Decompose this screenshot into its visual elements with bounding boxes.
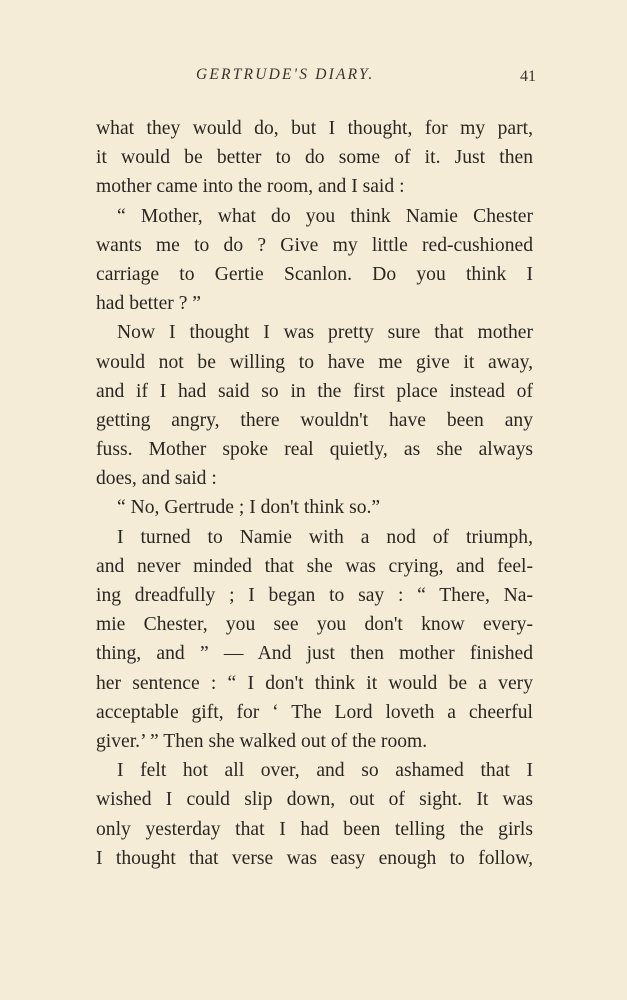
text-line: I felt hot all over, and so ashamed that I [117,760,533,782]
text-line: wants me to do ? Give my little red-cushioned [96,234,533,256]
text-line: ing dreadfully ; I began to say : “ There, Na- [96,585,533,606]
text-line: giver.’ ” Then she walked out of the room. [96,730,428,752]
text-line: and if I had said so in the first place instead of [96,380,533,402]
text-line: wished I could slip down, out of sight. It was [96,789,533,811]
body-text [96,114,533,873]
text-line: had better ? ” [96,293,201,315]
text-line: fuss. Mother spoke real quietly, as she always [96,439,533,461]
text-line: her sentence : “ I don't think it would be a very [96,672,533,694]
text-line: would not be willing to have me give it away, [96,351,533,373]
text-line: mie Chester, you see you don't know every- [96,614,533,636]
text-line: acceptable gift, for ‘ The Lord loveth a cheerful [96,701,533,723]
text-line: it would be better to do some of it. Just then [96,147,533,169]
text-line: and never minded that she was crying, and feel- [96,555,533,577]
text-line: only yesterday that I had been telling the girls [96,818,533,840]
page-header [96,66,536,90]
text-line: thing, and ” — And just then mother finished [96,643,533,665]
text-line: “ Mother, what do you think Namie Chester [117,205,533,227]
page-number: 41 [520,68,536,85]
text-line: I thought that verse was easy enough to follow, [96,847,533,869]
text-line: mother came into the room, and I said : [96,176,405,198]
text-line: “ No, Gertrude ; I don't think so.” [117,497,381,519]
text-line: does, and said : [96,468,217,490]
text-line: getting angry, there wouldn't have been any [96,409,533,431]
text-line: I turned to Namie with a nod of triumph, [117,526,533,548]
text-line: Now I thought I was pretty sure that mother [117,322,533,344]
text-line: what they would do, but I thought, for my part, [96,118,533,139]
text-line: carriage to Gertie Scanlon. Do you think I [96,263,533,285]
running-title: GERTRUDE'S DIARY. [196,66,375,83]
